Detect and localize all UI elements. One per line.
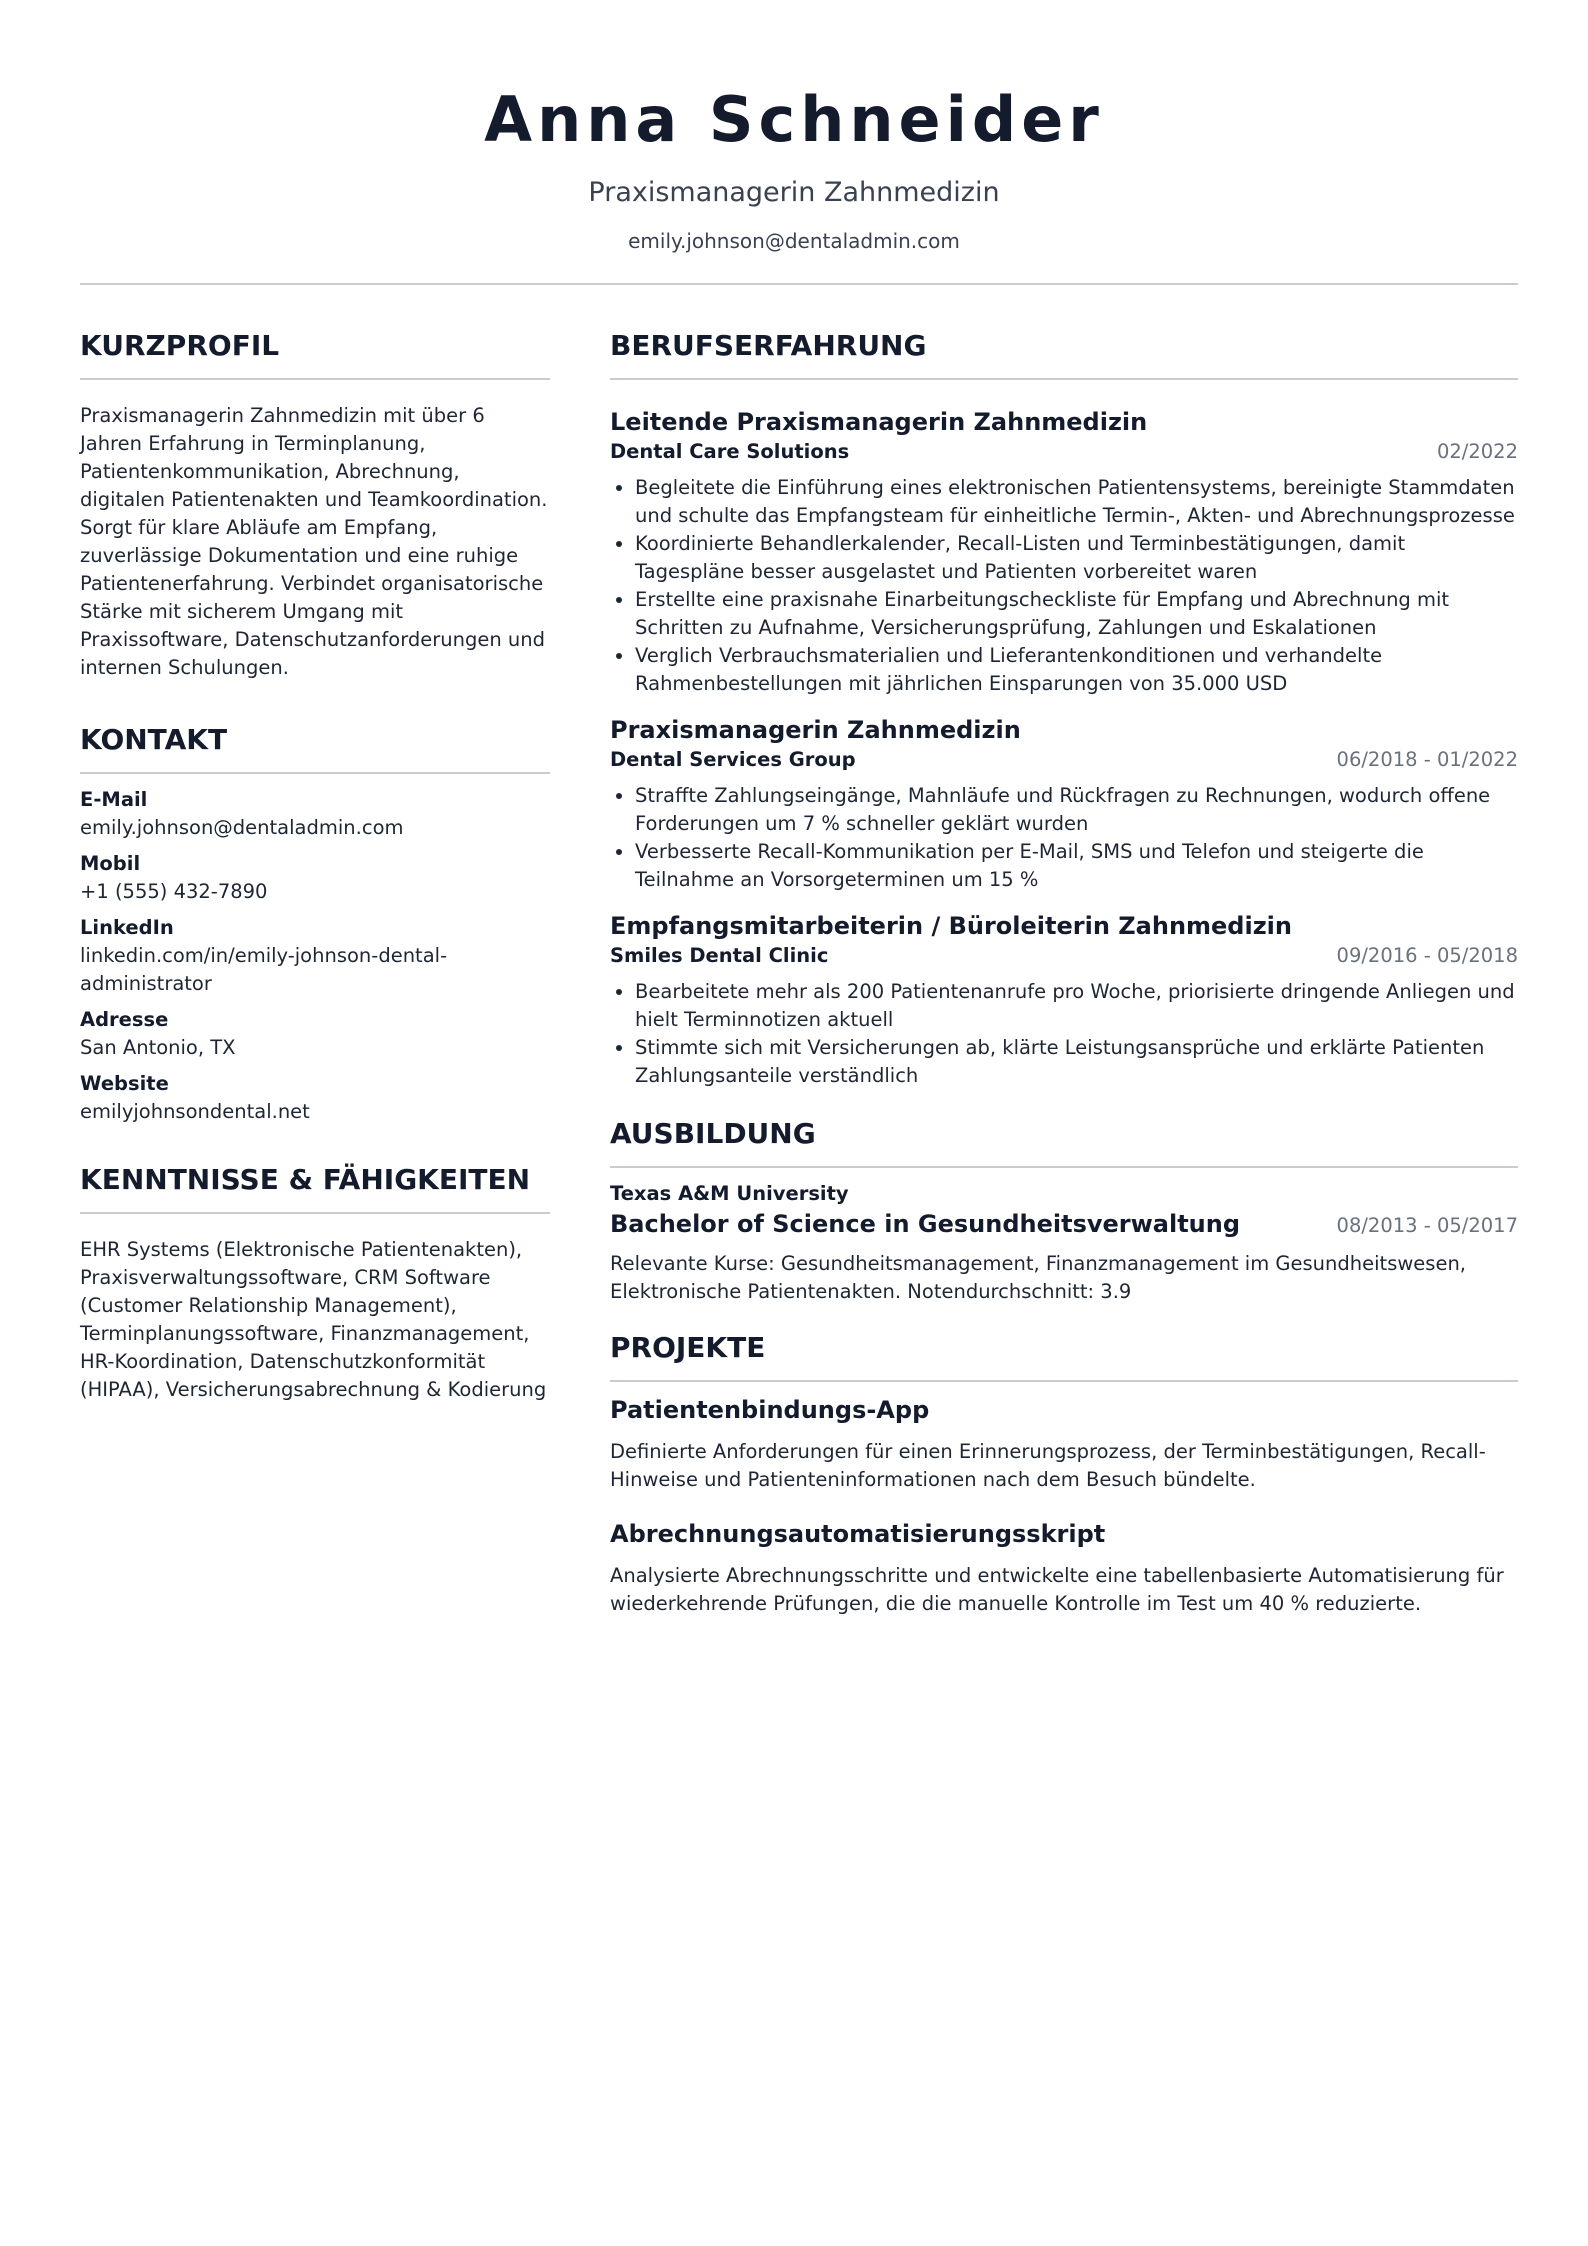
section-heading-education: AUSBILDUNG bbox=[610, 1114, 1518, 1168]
section-heading-skills: KENNTNISSE & FÄHIGKEITEN bbox=[80, 1160, 550, 1214]
contact-label-website: Website bbox=[80, 1072, 169, 1095]
right-column bbox=[610, 326, 1518, 1618]
job-bullet: • Erstellte eine praxisnahe Einarbeitungscheckliste für Empfang und Abrechnung mit Schritten zu Aufnahme, Versicherungsprüfung, Zahlungen und Eskalationen bbox=[635, 586, 1518, 642]
project-entry bbox=[610, 1518, 1518, 1618]
left-column bbox=[80, 326, 550, 1404]
job-entry bbox=[610, 714, 1518, 894]
contact-email[interactable]: emily.johnson@dentaladmin.com bbox=[80, 816, 404, 839]
contact-label-mobile: Mobil bbox=[80, 852, 141, 875]
job-bullet: • Begleitete die Einführung eines elektronischen Patientensystems, bereinigte Stammdaten und schulte das Empfangsteam für einheitliche Termin-, Akten- und Abrechnungsprozesse bbox=[635, 474, 1518, 530]
contact-label-address: Adresse bbox=[80, 1008, 169, 1031]
job-title: Praxismanagerin Zahnmedizin bbox=[610, 716, 1021, 744]
section-heading-projects: PROJEKTE bbox=[610, 1328, 1518, 1382]
job-title: Leitende Praxismanagerin Zahnmedizin bbox=[610, 408, 1148, 436]
section-heading-contact: KONTAKT bbox=[80, 720, 550, 774]
job-bullet: • Verglich Verbrauchsmaterialien und Lieferantenkonditionen und verhandelte Rahmenbestellungen mit jährlichen Einsparungen von 35.000 USD bbox=[635, 642, 1518, 698]
summary-section bbox=[80, 326, 550, 682]
project-title: Abrechnungsautomatisierungsskript bbox=[610, 1520, 1106, 1548]
education-section bbox=[610, 1114, 1518, 1306]
job-meta bbox=[610, 942, 1518, 970]
job-bullet: • Verbesserte Recall-Kommunikation per E-Mail, SMS und Telefon und steigerte die Teilnahme an Vorsorgeterminen um 15 % bbox=[635, 838, 1518, 894]
skills-text: EHR Systems (Elektronische Patientenakten), Praxisverwaltungssoftware, CRM Software (Customer Relationship Management), Terminplanungssoftware, Finanzmanagement, HR-Koordination, Datenschutzkonformität (HIPAA), Versicherungsabrechnung & Kodierung bbox=[80, 1238, 547, 1401]
candidate-title: Praxismanagerin Zahnmedizin bbox=[588, 177, 1000, 208]
job-bullets bbox=[610, 782, 1518, 894]
education-date: 08/2013 - 05/2017 bbox=[1336, 1214, 1518, 1237]
candidate-name: Anna Schneider bbox=[484, 83, 1104, 156]
projects-section bbox=[610, 1328, 1518, 1618]
section-heading-summary: KURZPROFIL bbox=[80, 326, 550, 380]
header-email: emily.johnson@dentaladmin.com bbox=[628, 229, 960, 253]
job-title: Empfangsmitarbeiterin / Büroleiterin Zahnmedizin bbox=[610, 912, 1292, 940]
job-entry bbox=[610, 406, 1518, 698]
job-bullet: • Bearbeitete mehr als 200 Patientenanrufe pro Woche, priorisierte dringende Anliegen und hielt Terminnotizen aktuell bbox=[635, 978, 1518, 1034]
education-school: Texas A&M University bbox=[610, 1182, 849, 1205]
project-title: Patientenbindungs-App bbox=[610, 1396, 930, 1424]
section-heading-experience: BERUFSERFAHRUNG bbox=[610, 326, 1518, 380]
contact-label-email: E-Mail bbox=[80, 788, 148, 811]
job-bullet: • Straffte Zahlungseingänge, Mahnläufe und Rückfragen zu Rechnungen, wodurch offene Forderungen um 7 % schneller geklärt wurden bbox=[635, 782, 1518, 838]
experience-section bbox=[610, 326, 1518, 1090]
contact-list bbox=[80, 786, 550, 1126]
contact-website[interactable]: emilyjohnsondental.net bbox=[80, 1100, 310, 1123]
job-meta bbox=[610, 746, 1518, 774]
job-bullet: • Stimmte sich mit Versicherungen ab, klärte Leistungsansprüche und erklärte Patienten Zahlungsanteile verständlich bbox=[635, 1034, 1518, 1090]
job-company: Dental Services Group bbox=[610, 748, 856, 771]
education-degree: Bachelor of Science in Gesundheitsverwaltung bbox=[610, 1210, 1241, 1238]
contact-address: San Antonio, TX bbox=[80, 1036, 236, 1059]
job-date: 06/2018 - 01/2022 bbox=[1336, 748, 1518, 771]
education-meta bbox=[610, 1208, 1518, 1240]
job-bullets bbox=[610, 978, 1518, 1090]
project-text: Analysierte Abrechnungsschritte und entwickelte eine tabellenbasierte Automatisierung für wiederkehrende Prüfungen, die die manuelle Kontrolle im Test um 40 % reduzierte. bbox=[610, 1564, 1504, 1615]
contact-label-linkedin: LinkedIn bbox=[80, 916, 174, 939]
project-entry bbox=[610, 1394, 1518, 1494]
contact-section bbox=[80, 720, 550, 1126]
job-meta bbox=[610, 438, 1518, 466]
job-bullet: • Koordinierte Behandlerkalender, Recall-Listen und Terminbestätigungen, damit Tagespläne besser ausgelastet und Patienten vorbereitet waren bbox=[635, 530, 1518, 586]
job-company: Dental Care Solutions bbox=[610, 440, 850, 463]
project-text: Definierte Anforderungen für einen Erinnerungsprozess, der Terminbestätigungen, Recall-Hinweise und Patienteninformationen nach dem Besuch bündelte. bbox=[610, 1440, 1486, 1491]
education-details: Relevante Kurse: Gesundheitsmanagement, Finanzmanagement im Gesundheitswesen, Elektronische Patientenakten. Notendurchschnitt: 3.9 bbox=[610, 1252, 1467, 1303]
summary-text: Praxismanagerin Zahnmedizin mit über 6 Jahren Erfahrung in Terminplanung, Patientenkommunikation, Abrechnung, digitalen Patientenakten und Teamkoordination. Sorgt für klare Abläufe am Empfang, zuverlässige Dokumentation und eine ruhige Patientenerfahrung. Verbindet organisatorische Stärke mit sicherem Umgang mit Praxissoftware, Datenschutzanforderungen und internen Schulungen. bbox=[80, 404, 548, 679]
resume-header bbox=[0, 0, 1588, 254]
job-company: Smiles Dental Clinic bbox=[610, 944, 829, 967]
job-date: 09/2016 - 05/2018 bbox=[1336, 944, 1518, 967]
job-bullets bbox=[610, 474, 1518, 698]
contact-linkedin[interactable]: linkedin.com/in/emily-johnson-dental-administrator bbox=[80, 944, 448, 995]
job-entry bbox=[610, 910, 1518, 1090]
job-date: 02/2022 bbox=[1436, 440, 1518, 463]
skills-section bbox=[80, 1160, 550, 1404]
header-divider bbox=[80, 283, 1518, 285]
contact-mobile[interactable]: +1 (555) 432-7890 bbox=[80, 880, 268, 903]
